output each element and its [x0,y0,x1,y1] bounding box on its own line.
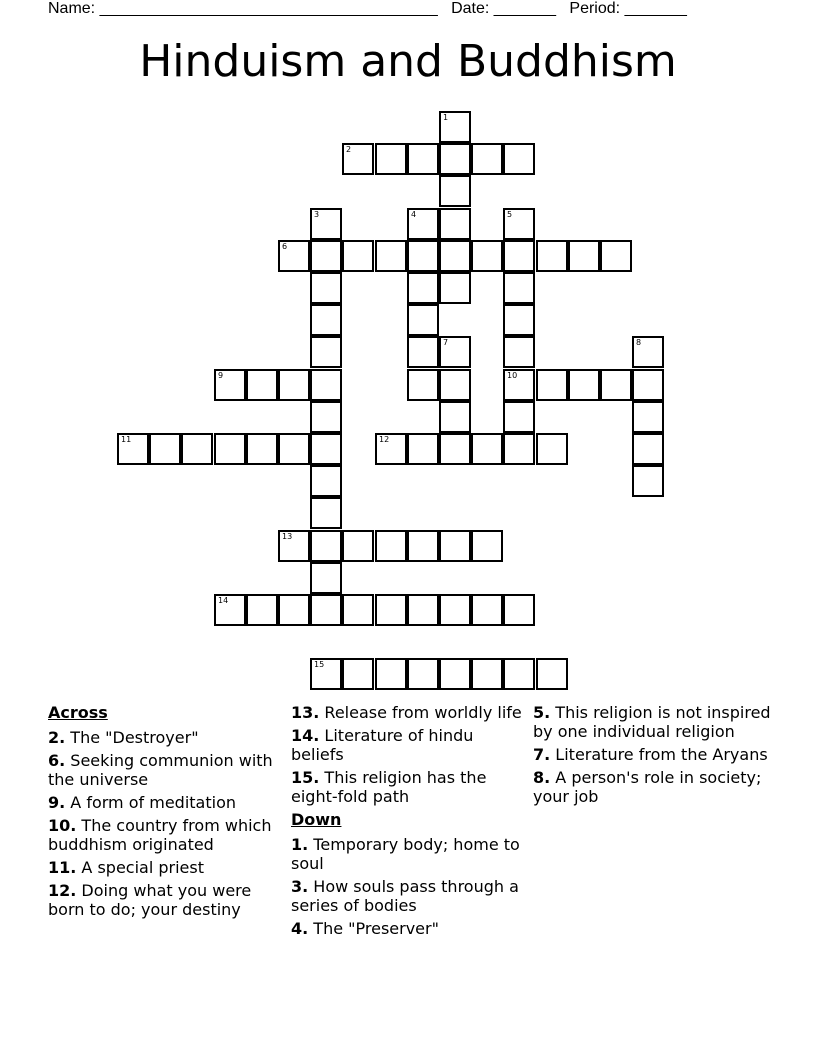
clue-item [48,881,280,919]
grid-cell[interactable] [471,433,503,465]
grid-cell[interactable] [375,594,407,626]
grid-cell[interactable] [407,369,439,401]
grid-cell[interactable] [439,594,471,626]
clue-number-label: 14. [291,726,320,745]
grid-cell[interactable] [439,401,471,433]
down-heading: Down [291,810,342,829]
clue-text: Literature of hindu beliefs [291,726,474,764]
clue-text: A person's role in society; your job [533,768,762,806]
period-label: Period: [569,0,621,17]
clue-item [533,703,773,741]
grid-cell[interactable] [632,465,664,497]
grid-cell[interactable] [632,369,664,401]
grid-cell[interactable] [310,369,342,401]
clue-item [291,877,527,915]
grid-cell[interactable] [310,530,342,562]
grid-cell[interactable] [503,336,535,368]
grid-cell[interactable] [214,433,246,465]
grid-cell[interactable] [407,594,439,626]
clue-text: This religion is not inspired by one individual religion [533,703,771,741]
clue-item [291,835,527,873]
grid-cell[interactable] [310,240,342,272]
across-clue-list-continued [291,703,527,806]
clue-number-label: 7. [533,745,551,764]
grid-cell[interactable] [536,433,568,465]
clue-number: 11 [121,435,132,444]
grid-cell[interactable] [310,433,342,465]
period-line[interactable]: _______ [624,0,687,17]
grid-cell[interactable] [568,369,600,401]
grid-cell[interactable] [503,658,535,690]
grid-cell[interactable] [181,433,213,465]
clue-number: 6 [282,242,288,251]
clue-text: How souls pass through a series of bodies [291,877,519,915]
clue-number: 5 [507,210,513,219]
grid-cell[interactable] [278,530,310,562]
clue-number: 4 [411,210,417,219]
grid-cell[interactable] [375,240,407,272]
clue-text: Literature from the Aryans [550,745,768,764]
grid-cell[interactable] [439,240,471,272]
across-clue-list [48,728,280,919]
clues-column-2 [291,703,527,942]
grid-cell[interactable] [407,272,439,304]
clue-number-label: 2. [48,728,66,747]
grid-cell[interactable] [310,304,342,336]
grid-cell[interactable] [439,658,471,690]
grid-cell[interactable] [246,433,278,465]
grid-cell[interactable] [503,401,535,433]
clue-number-label: 5. [533,703,551,722]
grid-cell[interactable] [310,497,342,529]
grid-cell[interactable] [407,304,439,336]
grid-cell[interactable] [375,143,407,175]
grid-cell[interactable] [471,240,503,272]
clue-number: 9 [218,371,224,380]
clue-number-label: 8. [533,768,551,787]
across-heading: Across [48,703,108,722]
clue-item [48,728,280,747]
grid-cell[interactable] [503,369,535,401]
grid-cell[interactable] [278,433,310,465]
grid-cell[interactable] [600,240,632,272]
clue-number-label: 10. [48,816,77,835]
clue-item [533,745,773,764]
clue-number: 15 [314,660,325,669]
grid-cell[interactable] [149,433,181,465]
grid-cell[interactable] [632,336,664,368]
clue-text: The country from which buddhism originated [48,816,272,854]
grid-cell[interactable] [278,369,310,401]
clue-number: 2 [346,145,352,154]
clue-item [48,816,280,854]
grid-cell[interactable] [278,594,310,626]
clue-number: 1 [443,113,449,122]
clue-item [48,751,280,789]
grid-cell[interactable] [310,562,342,594]
grid-cell[interactable] [214,594,246,626]
grid-cell[interactable] [471,530,503,562]
clue-text: A form of meditation [65,793,236,812]
grid-cell[interactable] [407,240,439,272]
grid-cell[interactable] [439,143,471,175]
grid-cell[interactable] [342,143,374,175]
clue-number-label: 13. [291,703,320,722]
clue-item [48,793,280,812]
grid-cell[interactable] [214,369,246,401]
grid-cell[interactable] [342,530,374,562]
grid-cell[interactable] [439,272,471,304]
clue-item [291,919,527,938]
grid-cell[interactable] [342,658,374,690]
grid-cell[interactable] [503,143,535,175]
grid-cell[interactable] [375,658,407,690]
clue-number: 10 [507,371,518,380]
grid-cell[interactable] [375,433,407,465]
clue-number-label: 1. [291,835,309,854]
grid-cell[interactable] [310,272,342,304]
clue-text: Temporary body; home to soul [291,835,520,873]
date-label: Date: [451,0,490,17]
grid-cell[interactable] [407,658,439,690]
grid-cell[interactable] [246,369,278,401]
grid-cell[interactable] [310,658,342,690]
grid-cell[interactable] [407,143,439,175]
grid-cell[interactable] [568,240,600,272]
clue-number-label: 9. [48,793,66,812]
clue-text: Release from worldly life [319,703,522,722]
name-label: Name: [48,0,96,17]
clues-column-3 [533,703,773,810]
grid-cell[interactable] [439,369,471,401]
clue-item [533,768,773,806]
grid-cell[interactable] [503,594,535,626]
grid-cell[interactable] [407,208,439,240]
clue-item [291,703,527,722]
grid-cell[interactable] [503,304,535,336]
clue-number-label: 6. [48,751,66,770]
grid-cell[interactable] [536,369,568,401]
grid-cell[interactable] [407,530,439,562]
grid-cell[interactable] [536,658,568,690]
grid-cell[interactable] [471,594,503,626]
clue-number-label: 3. [291,877,309,896]
clue-number: 14 [218,596,229,605]
date-line[interactable]: _______ [493,0,557,17]
clue-number: 3 [314,210,320,219]
grid-cell[interactable] [439,208,471,240]
clue-number-label: 12. [48,881,77,900]
grid-cell[interactable] [503,240,535,272]
grid-cell[interactable] [471,658,503,690]
grid-cell[interactable] [503,208,535,240]
grid-cell[interactable] [439,175,471,207]
grid-cell[interactable] [342,594,374,626]
grid-cell[interactable] [375,530,407,562]
grid-cell[interactable] [310,401,342,433]
grid-cell[interactable] [310,594,342,626]
clue-number: 12 [379,435,390,444]
clue-text: The "Destroyer" [65,728,199,747]
grid-cell[interactable] [117,433,149,465]
clues-column-1 [48,703,280,923]
grid-cell[interactable] [407,336,439,368]
clue-item [291,768,527,806]
clue-number: 13 [282,532,293,541]
grid-cell[interactable] [536,240,568,272]
grid-cell[interactable] [503,272,535,304]
clue-item [48,858,280,877]
clue-number-label: 11. [48,858,77,877]
clue-text: This religion has the eight-fold path [291,768,487,806]
clue-number: 8 [636,338,642,347]
grid-cell[interactable] [600,369,632,401]
grid-cell[interactable] [310,465,342,497]
down-clue-list [291,835,527,938]
grid-cell[interactable] [246,594,278,626]
clue-item [291,726,527,764]
clue-text: The "Preserver" [308,919,439,938]
page-title: Hinduism and Buddhism [139,36,677,87]
grid-cell[interactable] [439,433,471,465]
grid-cell[interactable] [632,401,664,433]
grid-cell[interactable] [310,208,342,240]
clue-text: Seeking communion with the universe [48,751,273,789]
grid-cell[interactable] [407,433,439,465]
name-line[interactable]: ______________________________________ [99,0,438,17]
grid-cell[interactable] [439,111,471,143]
grid-cell[interactable] [439,530,471,562]
grid-cell[interactable] [439,336,471,368]
grid-cell[interactable] [342,240,374,272]
grid-cell[interactable] [632,433,664,465]
clue-text: A special priest [76,858,205,877]
clue-number: 7 [443,338,449,347]
grid-cell[interactable] [503,433,535,465]
grid-cell[interactable] [278,240,310,272]
grid-cell[interactable] [471,143,503,175]
clue-number-label: 4. [291,919,309,938]
clue-number-label: 15. [291,768,320,787]
down-clue-list-continued [533,703,773,806]
grid-cell[interactable] [310,336,342,368]
clue-text: Doing what you were born to do; your destiny [48,881,252,919]
